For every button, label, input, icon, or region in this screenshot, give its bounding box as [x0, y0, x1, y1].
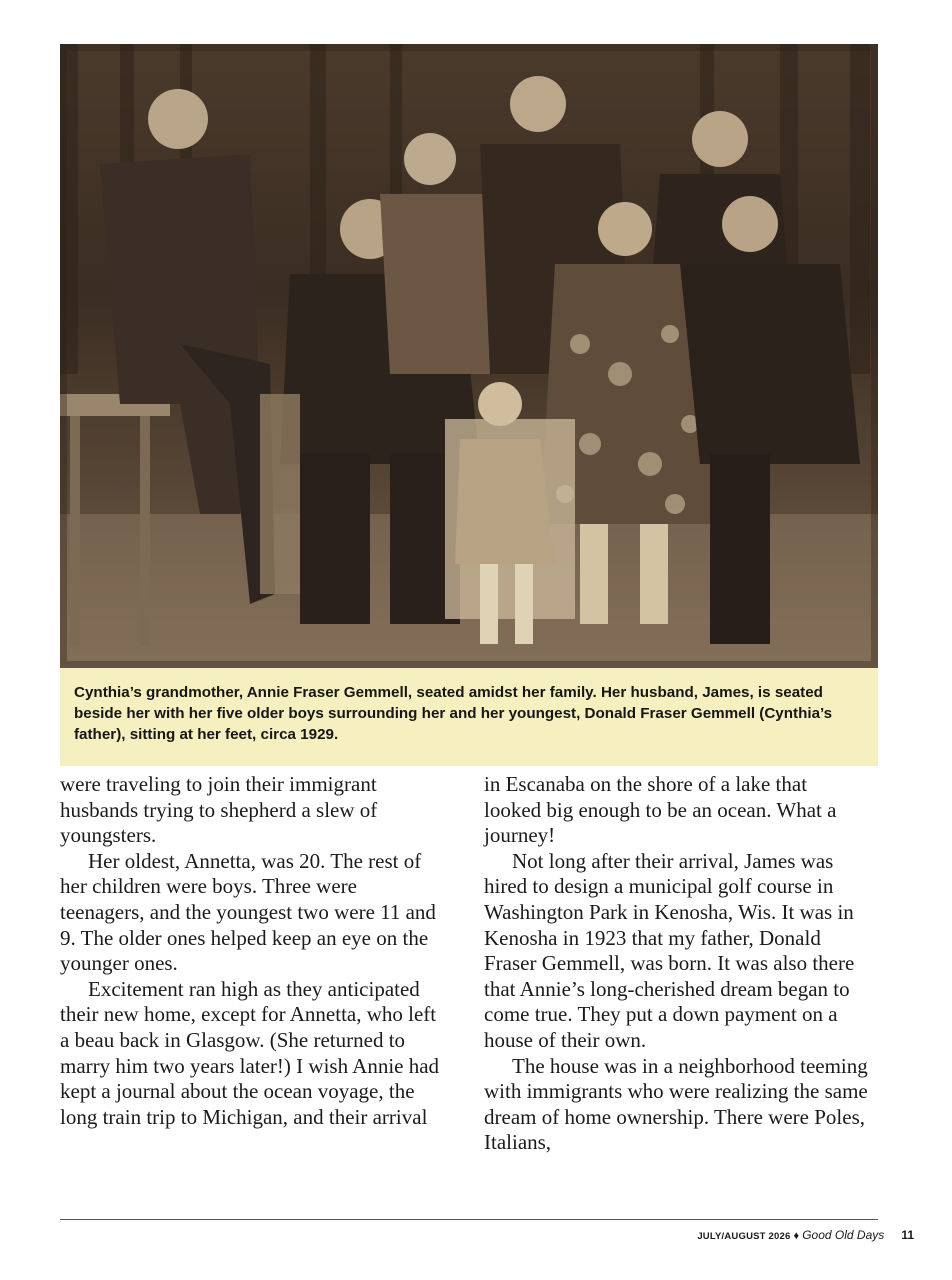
magazine-title: Good Old Days [802, 1228, 885, 1242]
paragraph: The house was in a neighborhood teeming with immigrants who were realizing the same dream of home ownership. There were Poles, Italians, [484, 1053, 868, 1155]
footer-divider [60, 1219, 878, 1220]
paragraph: were traveling to join their immigrant husbands trying to shepherd a slew of youngsters. [60, 772, 378, 848]
paragraph: Excitement ran high as they anticipated their new home, except for Annetta, who left a beau back in Glasgow. (She returned to marry him two years later!) I wish Annie had kept a journal about the ocean voyage, the long train trip to Michigan, and their arrival [60, 976, 440, 1129]
page-footer [697, 1228, 914, 1244]
article-column-left [60, 772, 445, 1130]
family-photo-illustration [60, 44, 878, 668]
issue-date: JULY/AUGUST 2026 [697, 1231, 791, 1242]
diamond-separator-icon: ♦ [793, 1230, 800, 1242]
paragraph: in Escanaba on the shore of a lake that looked big enough to be an ocean. What a journey! [484, 772, 837, 848]
page-number: 11 [901, 1228, 914, 1242]
paragraph: Not long after their arrival, James was hired to design a municipal golf course in Washington Park in Kenosha, Wis. It was in Kenosha in 1923 that my father, Donald Fraser Gemmell, was born. It was also there that Annie’s long-cherished dream began to come true. They put a down payment on a house of their own. [484, 848, 855, 1052]
article-column-right [484, 772, 869, 1156]
photo-caption: Cynthia’s grandmother, Annie Fraser Gemmell, seated amidst her family. Her husband, James, is seated beside her with her five older boys surrounding her and her youngest, Donald Fraser Gemmell (Cynthia’s father), sitting at her feet, circa 1929. [60, 668, 878, 766]
paragraph: Her oldest, Annetta, was 20. The rest of her children were boys. Three were teenagers, and the youngest two were 11 and 9. The older ones helped keep an eye on the younger ones. [60, 848, 436, 976]
family-photo [60, 44, 878, 668]
